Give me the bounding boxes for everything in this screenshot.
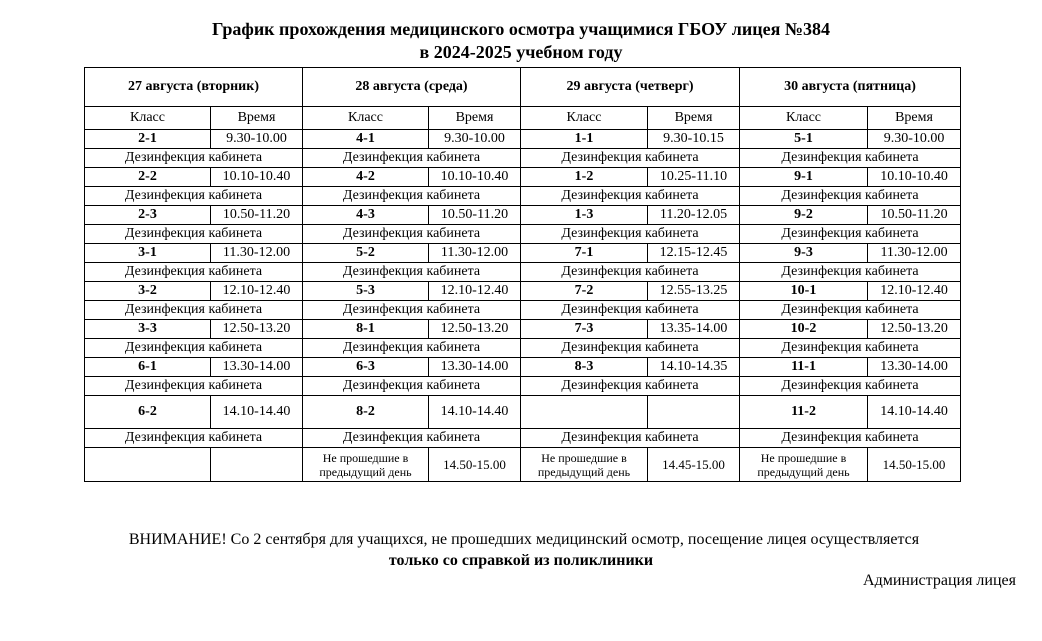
class-cell: 9-2: [740, 206, 868, 225]
class-cell: 9-3: [740, 244, 868, 263]
time-cell: 12.10-12.40: [868, 282, 961, 301]
class-cell: 6-3: [303, 358, 429, 377]
class-cell: 1-3: [521, 206, 648, 225]
class-cell: 2-3: [85, 206, 211, 225]
slot-row: [85, 282, 961, 301]
time-cell: 12.50-13.20: [429, 320, 521, 339]
disinfection-cell: Дезинфекция кабинета: [740, 429, 961, 448]
time-cell: 10.10-10.40: [868, 168, 961, 187]
class-cell: 11-1: [740, 358, 868, 377]
class-cell: 10-1: [740, 282, 868, 301]
day-header: 27 августа (вторник): [85, 68, 303, 107]
class-cell: 2-1: [85, 130, 211, 149]
title-line-1: График прохождения медицинского осмотра учащимися ГБОУ лицея №384: [212, 19, 830, 39]
time-cell: 10.10-10.40: [429, 168, 521, 187]
disinfection-cell: Дезинфекция кабинета: [521, 225, 740, 244]
disinfection-cell: Дезинфекция кабинета: [521, 263, 740, 282]
signature: Администрация лицея: [863, 572, 1016, 589]
slot-row: [85, 206, 961, 225]
time-cell: 10.50-11.20: [868, 206, 961, 225]
disinfection-cell: Дезинфекция кабинета: [85, 225, 303, 244]
day-header: 29 августа (четверг): [521, 68, 740, 107]
title-line-2: в 2024-2025 учебном году: [419, 42, 623, 62]
class-column-header: Класс: [521, 107, 648, 130]
time-cell: 13.30-14.00: [868, 358, 961, 377]
time-cell: 13.30-14.00: [429, 358, 521, 377]
makeup-note-cell: Не прошедшие в предыдущий день: [740, 448, 868, 482]
time-cell: 12.10-12.40: [429, 282, 521, 301]
disinfection-cell: Дезинфекция кабинета: [521, 149, 740, 168]
class-cell: 3-2: [85, 282, 211, 301]
class-cell: 8-3: [521, 358, 648, 377]
makeup-note-cell: Не прошедшие в предыдущий день: [303, 448, 429, 482]
class-cell: 5-1: [740, 130, 868, 149]
makeup-time-cell: 14.45-15.00: [648, 448, 740, 482]
class-cell: 9-1: [740, 168, 868, 187]
disinfection-cell: Дезинфекция кабинета: [740, 263, 961, 282]
disinfection-row: [85, 225, 961, 244]
class-cell: 5-3: [303, 282, 429, 301]
disinfection-cell: Дезинфекция кабинета: [85, 301, 303, 320]
disinfection-cell: Дезинфекция кабинета: [85, 149, 303, 168]
slot-row: [85, 320, 961, 339]
time-cell: 14.10-14.40: [211, 396, 303, 429]
time-cell: 9.30-10.00: [429, 130, 521, 149]
time-cell: 12.50-13.20: [211, 320, 303, 339]
disinfection-row: [85, 377, 961, 396]
time-cell: 12.55-13.25: [648, 282, 740, 301]
time-cell: 12.10-12.40: [211, 282, 303, 301]
disinfection-cell: Дезинфекция кабинета: [740, 149, 961, 168]
warning-emphasis: только со справкой из поликлиники: [388, 552, 654, 569]
time-column-header: Время: [648, 107, 740, 130]
disinfection-cell: Дезинфекция кабинета: [303, 149, 521, 168]
class-cell: 3-1: [85, 244, 211, 263]
makeup-row: [85, 448, 961, 482]
disinfection-cell: Дезинфекция кабинета: [303, 339, 521, 358]
class-cell: 6-1: [85, 358, 211, 377]
disinfection-cell: Дезинфекция кабинета: [303, 263, 521, 282]
disinfection-cell: Дезинфекция кабинета: [85, 429, 303, 448]
time-cell: 12.50-13.20: [868, 320, 961, 339]
time-cell: 9.30-10.00: [211, 130, 303, 149]
disinfection-row: [85, 149, 961, 168]
class-cell: 8-2: [303, 396, 429, 429]
disinfection-row: [85, 263, 961, 282]
class-cell: 6-2: [85, 396, 211, 429]
makeup-time-cell: [211, 448, 303, 482]
class-cell: 10-2: [740, 320, 868, 339]
time-column-header: Время: [868, 107, 961, 130]
time-cell: 11.30-12.00: [868, 244, 961, 263]
class-cell: 7-1: [521, 244, 648, 263]
column-header-row: [85, 107, 961, 130]
time-cell: 13.35-14.00: [648, 320, 740, 339]
time-cell: 14.10-14.40: [868, 396, 961, 429]
slot-row: [85, 168, 961, 187]
document-title: [0, 18, 1042, 64]
class-cell: 7-3: [521, 320, 648, 339]
class-cell: 1-1: [521, 130, 648, 149]
disinfection-cell: Дезинфекция кабинета: [521, 429, 740, 448]
makeup-note-cell: Не прошедшие в предыдущий день: [521, 448, 648, 482]
time-cell: 13.30-14.00: [211, 358, 303, 377]
slot-row: [85, 130, 961, 149]
disinfection-cell: Дезинфекция кабинета: [521, 187, 740, 206]
day-header-row: [85, 68, 961, 107]
disinfection-cell: Дезинфекция кабинета: [303, 429, 521, 448]
time-cell: 10.50-11.20: [211, 206, 303, 225]
class-cell: 11-2: [740, 396, 868, 429]
disinfection-cell: Дезинфекция кабинета: [740, 187, 961, 206]
time-cell: 10.50-11.20: [429, 206, 521, 225]
disinfection-cell: Дезинфекция кабинета: [521, 377, 740, 396]
time-cell: 9.30-10.15: [648, 130, 740, 149]
disinfection-cell: Дезинфекция кабинета: [85, 187, 303, 206]
disinfection-row: [85, 187, 961, 206]
disinfection-cell: Дезинфекция кабинета: [521, 301, 740, 320]
class-column-header: Класс: [85, 107, 211, 130]
disinfection-cell: Дезинфекция кабинета: [85, 263, 303, 282]
disinfection-row: [85, 339, 961, 358]
disinfection-cell: Дезинфекция кабинета: [303, 301, 521, 320]
disinfection-cell: Дезинфекция кабинета: [740, 377, 961, 396]
time-cell: 12.15-12.45: [648, 244, 740, 263]
day-header: 28 августа (среда): [303, 68, 521, 107]
disinfection-cell: Дезинфекция кабинета: [303, 225, 521, 244]
time-cell: 10.10-10.40: [211, 168, 303, 187]
slot-row: [85, 244, 961, 263]
slot-row: [85, 396, 961, 429]
time-cell: 11.30-12.00: [211, 244, 303, 263]
time-column-header: Время: [211, 107, 303, 130]
class-cell: 8-1: [303, 320, 429, 339]
time-cell: 14.10-14.40: [429, 396, 521, 429]
time-cell: [648, 396, 740, 429]
time-cell: 10.25-11.10: [648, 168, 740, 187]
makeup-note-cell: [85, 448, 211, 482]
class-cell: [521, 396, 648, 429]
time-cell: 11.30-12.00: [429, 244, 521, 263]
class-cell: 7-2: [521, 282, 648, 301]
warning-text: ВНИМАНИЕ! Со 2 сентября для учащихся, не прошедших медицинский осмотр, посещение лицея осуществляется: [128, 531, 920, 548]
makeup-time-cell: 14.50-15.00: [868, 448, 961, 482]
class-cell: 2-2: [85, 168, 211, 187]
day-header: 30 августа (пятница): [740, 68, 961, 107]
disinfection-row: [85, 429, 961, 448]
disinfection-cell: Дезинфекция кабинета: [303, 187, 521, 206]
disinfection-row: [85, 301, 961, 320]
class-cell: 5-2: [303, 244, 429, 263]
makeup-time-cell: 14.50-15.00: [429, 448, 521, 482]
disinfection-cell: Дезинфекция кабинета: [303, 377, 521, 396]
disinfection-cell: Дезинфекция кабинета: [521, 339, 740, 358]
class-column-header: Класс: [303, 107, 429, 130]
class-cell: 3-3: [85, 320, 211, 339]
schedule-table: [84, 67, 961, 482]
class-cell: 4-3: [303, 206, 429, 225]
class-cell: 4-1: [303, 130, 429, 149]
time-cell: 14.10-14.35: [648, 358, 740, 377]
time-cell: 9.30-10.00: [868, 130, 961, 149]
slot-row: [85, 358, 961, 377]
disinfection-cell: Дезинфекция кабинета: [740, 225, 961, 244]
time-cell: 11.20-12.05: [648, 206, 740, 225]
time-column-header: Время: [429, 107, 521, 130]
class-cell: 1-2: [521, 168, 648, 187]
class-cell: 4-2: [303, 168, 429, 187]
disinfection-cell: Дезинфекция кабинета: [740, 339, 961, 358]
disinfection-cell: Дезинфекция кабинета: [85, 377, 303, 396]
disinfection-cell: Дезинфекция кабинета: [740, 301, 961, 320]
disinfection-cell: Дезинфекция кабинета: [85, 339, 303, 358]
class-column-header: Класс: [740, 107, 868, 130]
